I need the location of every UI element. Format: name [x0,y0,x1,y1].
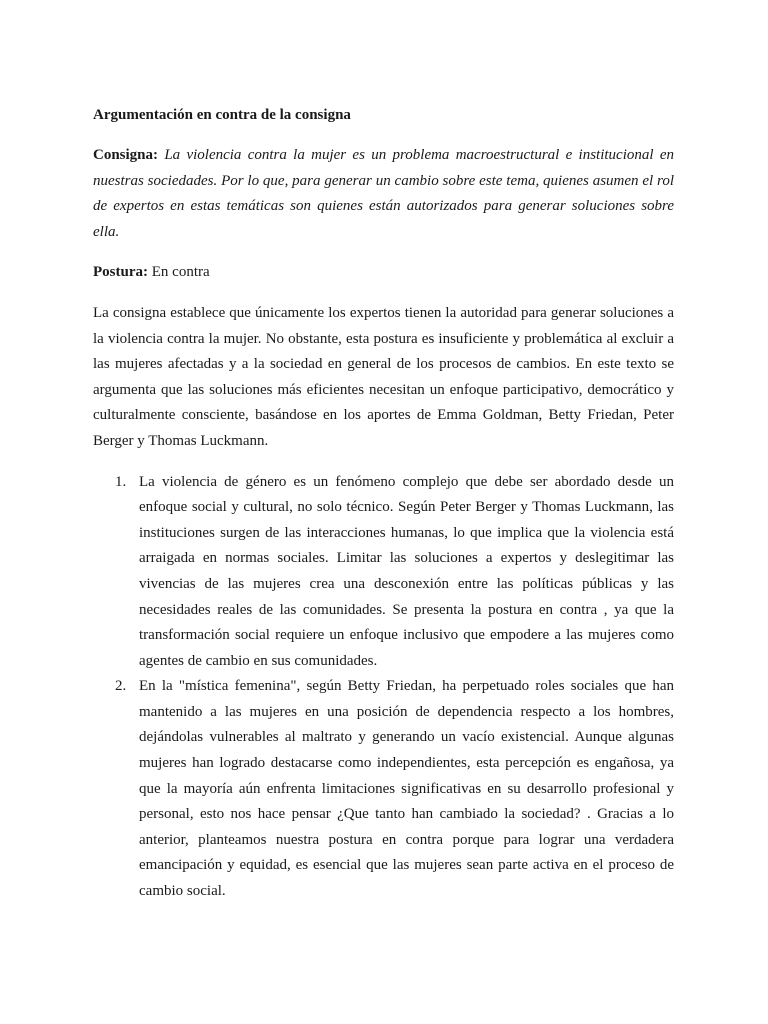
postura-paragraph [93,260,674,286]
argument-list [93,470,674,905]
list-item-text: En la "mística femenina", según Betty Friedan, ha perpetuado roles sociales que han mantenido a las mujeres en una posición de dependencia respecto a los hombres, dejándolas vulnerables al maltrato y generando un vacío existencial. Aunque algunas mujeres han logrado destacarse como independientes, esta percepción es engañosa, ya que la mayoría aún enfrenta limitaciones significativas en su desarrollo profesional y personal, esto nos hace pensar ¿Que tanto han cambiado la sociedad? . Gracias a lo anterior, planteamos nuestra postura en contra porque para lograr una verdadera emancipación y equidad, es esencial que las mujeres sean parte activa en el proceso de cambio social. [139,678,674,900]
list-item-number: 1. [115,473,127,490]
list-item [93,674,674,904]
list-item-text: La violencia de género es un fenómeno complejo que debe ser abordado desde un enfoque social y cultural, no solo técnico. Según Peter Berger y Thomas Luckmann, las instituciones surgen de las interacciones humanas, lo que implica que la violencia está arraigada en normas sociales. Limitar las soluciones a expertos y deslegitimar las vivencias de las mujeres crea una desconexión entre las políticas públicas y las necesidades reales de las comunidades. Se presenta la postura en contra , ya que la transformación social requiere un enfoque inclusivo que empodere a las mujeres como agentes de cambio en sus comunidades. [139,473,674,669]
postura-value: En contra [151,264,210,281]
consigna-text: La violencia contra la mujer es un problema macroestructural e institucional en nuestras sociedades. Por lo que, para generar un cambio sobre este tema, quienes asumen el rol de expertos en estas temáticas son quienes están autorizados para generar soluciones sobre ella. [93,147,675,240]
document-heading: Argumentación en contra de la consigna [93,107,351,123]
list-item-number: 2. [115,678,127,695]
consigna-label: Consigna: [93,147,159,163]
intro-paragraph: La consigna establece que únicamente los expertos tienen la autoridad para generar soluciones a la violencia contra la mujer. No obstante, esta postura es insuficiente y problemática al excluir a las mujeres afectadas y a la sociedad en general de los procesos de cambios. En este texto se argumenta que las soluciones más eficientes necesitan un enfoque participativo, democrático y culturalmente consciente, basándose en los aportes de Emma Goldman, Betty Friedan, Peter Berger y Thomas Luckmann. [93,304,674,449]
list-item [93,470,674,675]
postura-label: Postura: [93,264,148,281]
document-page [93,103,674,905]
consigna-paragraph [93,143,674,245]
